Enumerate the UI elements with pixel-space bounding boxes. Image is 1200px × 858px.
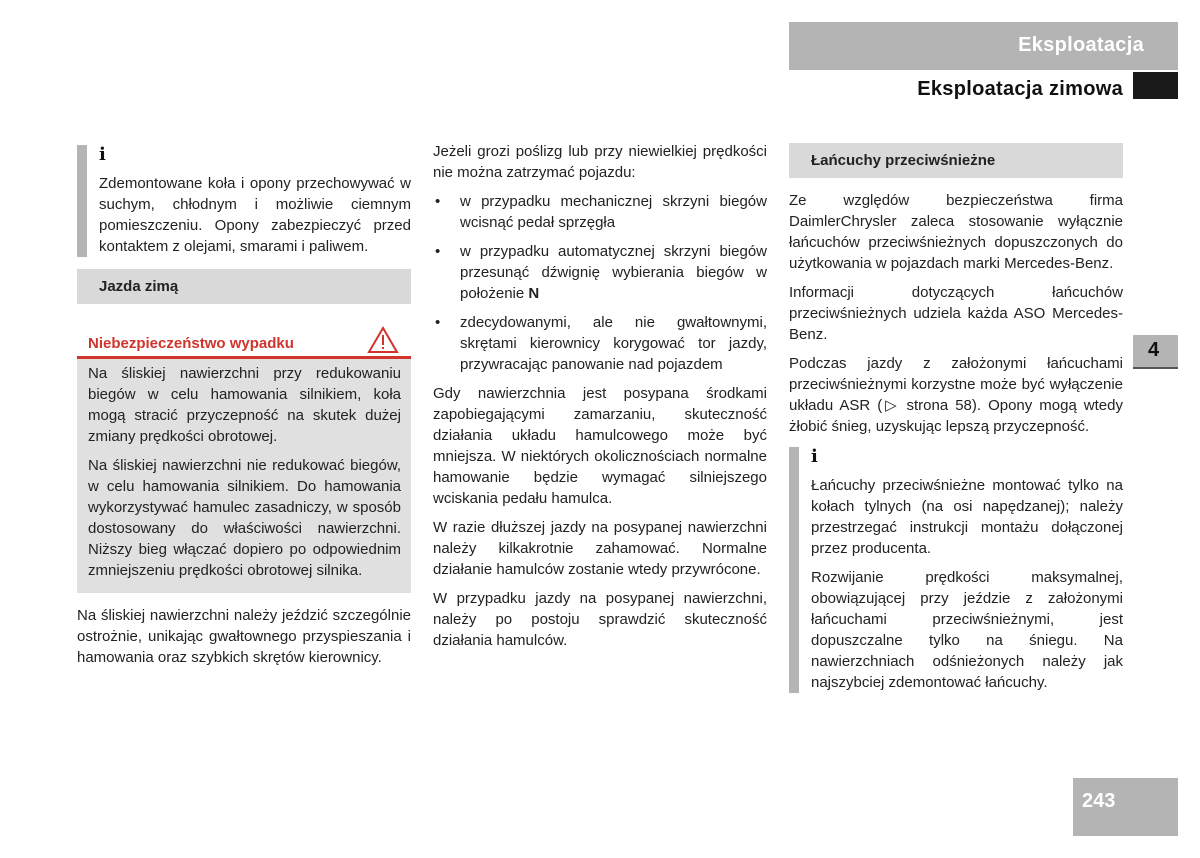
bullet: • bbox=[435, 243, 441, 260]
subheading-snow-chains: Łańcuchy przeciwśnieżne bbox=[789, 143, 1123, 178]
note-paragraph-1: Łańcuchy przeciwśnieżne montować tylko na kołach tylnych (na osi napędzanej); należy przestrzegać instrukcji montażu dołączonej przez producenta. bbox=[811, 477, 1123, 557]
note-paragraph-2: Rozwijanie prędkości maksymalnej, obowiązującej przy jeździe z założonymi łańcuchami przeciwśnieżnymi, jest dopuszczalne tylko na śniegu. Na nawierzchniach odśnieżonych należy jak najszybciej zdemontować łańcuchy. bbox=[811, 569, 1123, 691]
info-icon: i bbox=[811, 446, 818, 467]
list-item bbox=[433, 312, 767, 375]
column-middle bbox=[433, 141, 767, 659]
info-note bbox=[77, 145, 411, 257]
paragraph-chains-2: Informacji dotyczących łańcuchów przeciwśnieżnych udziela każda ASO Mercedes-Benz. bbox=[789, 284, 1123, 343]
note-bar bbox=[789, 447, 799, 693]
paragraph-intro: Jeżeli grozi poślizg lub przy niewielkiej prędkości nie można zatrzymać pojazdu: bbox=[433, 143, 767, 181]
list-item bbox=[433, 241, 767, 304]
paragraph-slippery: Na śliskiej nawierzchni należy jeździć szczególnie ostrożnie, unikając gwałtownego przyspieszania i hamowania oraz szybkich skrętów kierownicy. bbox=[77, 607, 411, 666]
list-item-text: w przypadku automatycznej skrzyni biegów przesunąć dźwignię wybierania biegów w położenie bbox=[460, 243, 767, 302]
paragraph-chains-1: Ze względów bezpieczeństwa firma DaimlerChrysler zaleca stosowanie wyłącznie łańcuchów przeciwśnieżnych dopuszczonych do użytkowania w pojazdach marki Mercedes-Benz. bbox=[789, 192, 1123, 272]
warning-box bbox=[77, 324, 411, 593]
page-reference-arrow-icon: ▷ bbox=[882, 397, 900, 414]
warning-paragraph-2: Na śliskiej nawierzchni nie redukować biegów, w celu hamowania silnikiem. Do hamowania wykorzystywać hamulec zasadniczy, w sposób dostosowany do właściwości nawierzchni. Niższy bieg włączać dopiero po odpowiednim zmniejszeniu prędkości obrotowej silnika. bbox=[88, 457, 401, 579]
list-item-text: zdecydowanymi, ale nie gwałtownymi, skrętami kierownicy korygować tor jazdy, przywracając panowanie nad pojazdem bbox=[460, 314, 767, 373]
note-bar bbox=[77, 145, 87, 257]
info-note bbox=[789, 447, 1123, 693]
chapter-title: Eksploatacja bbox=[1018, 34, 1144, 56]
page-number: 243 bbox=[1082, 790, 1116, 812]
gear-position-n: N bbox=[528, 285, 540, 302]
column-right bbox=[789, 141, 1123, 693]
bullet: • bbox=[435, 314, 441, 331]
paragraph-brakes-1: Gdy nawierzchnia jest posypana środkami zapobiegającymi zamarzaniu, skuteczność działania układu hamulcowego może być mniejsza. W niektórych okolicznościach normalne hamowanie będzie wymagać silniejszego wciskania pedału hamulca. bbox=[433, 385, 767, 507]
bullet: • bbox=[435, 193, 441, 210]
warning-body bbox=[77, 359, 411, 593]
warning-title: Niebezpieczeństwo wypadku bbox=[88, 335, 294, 352]
info-icon: i bbox=[99, 144, 106, 165]
paragraph-brakes-2: W razie dłuższej jazdy na posypanej nawierzchni należy kilkakrotnie zahamować. Normalne działanie hamulców zostanie wtedy przywrócone. bbox=[433, 519, 767, 578]
warning-triangle-icon bbox=[367, 326, 399, 354]
chapter-tab-number: 4 bbox=[1148, 339, 1160, 361]
section-marker-block bbox=[1133, 72, 1178, 99]
warning-paragraph-1: Na śliskiej nawierzchni przy redukowaniu biegów w celu hamowania silnikiem, koła mogą stracić przyczepność na skutek dużej zmiany prędkości obrotowej. bbox=[88, 365, 401, 445]
paragraph-brakes-3: W przypadku jazdy na posypanej nawierzchni, należy po postoju sprawdzić skuteczność działania hamulców. bbox=[433, 590, 767, 649]
list-item bbox=[433, 191, 767, 233]
column-left bbox=[77, 141, 411, 676]
page-number-box bbox=[1073, 778, 1178, 836]
chapter-tab bbox=[1133, 335, 1178, 369]
warning-header bbox=[77, 324, 411, 359]
section-title: Eksploatacja zimowa bbox=[917, 78, 1123, 100]
note-text: Zdemontowane koła i opony przechowywać w suchym, chłodnym i możliwie ciemnym pomieszczeniu. Opony zabezpieczyć przed kontaktem z olejami, smarami i paliwem. bbox=[99, 175, 411, 255]
subheading-winter-driving: Jazda zimą bbox=[77, 269, 411, 304]
list-item-text: w przypadku mechanicznej skrzyni biegów wcisnąć pedał sprzęgła bbox=[460, 193, 767, 231]
bullet-list bbox=[433, 191, 767, 375]
paragraph-chains-3: Podczas jazdy z założonymi łańcuchami przeciwśnieżnymi korzystne może być wyłączenie układu ASR (▷ strona 58). Opony mogą wtedy żłobić śnieg, uzyskując lepszą przyczepność. bbox=[789, 355, 1123, 435]
